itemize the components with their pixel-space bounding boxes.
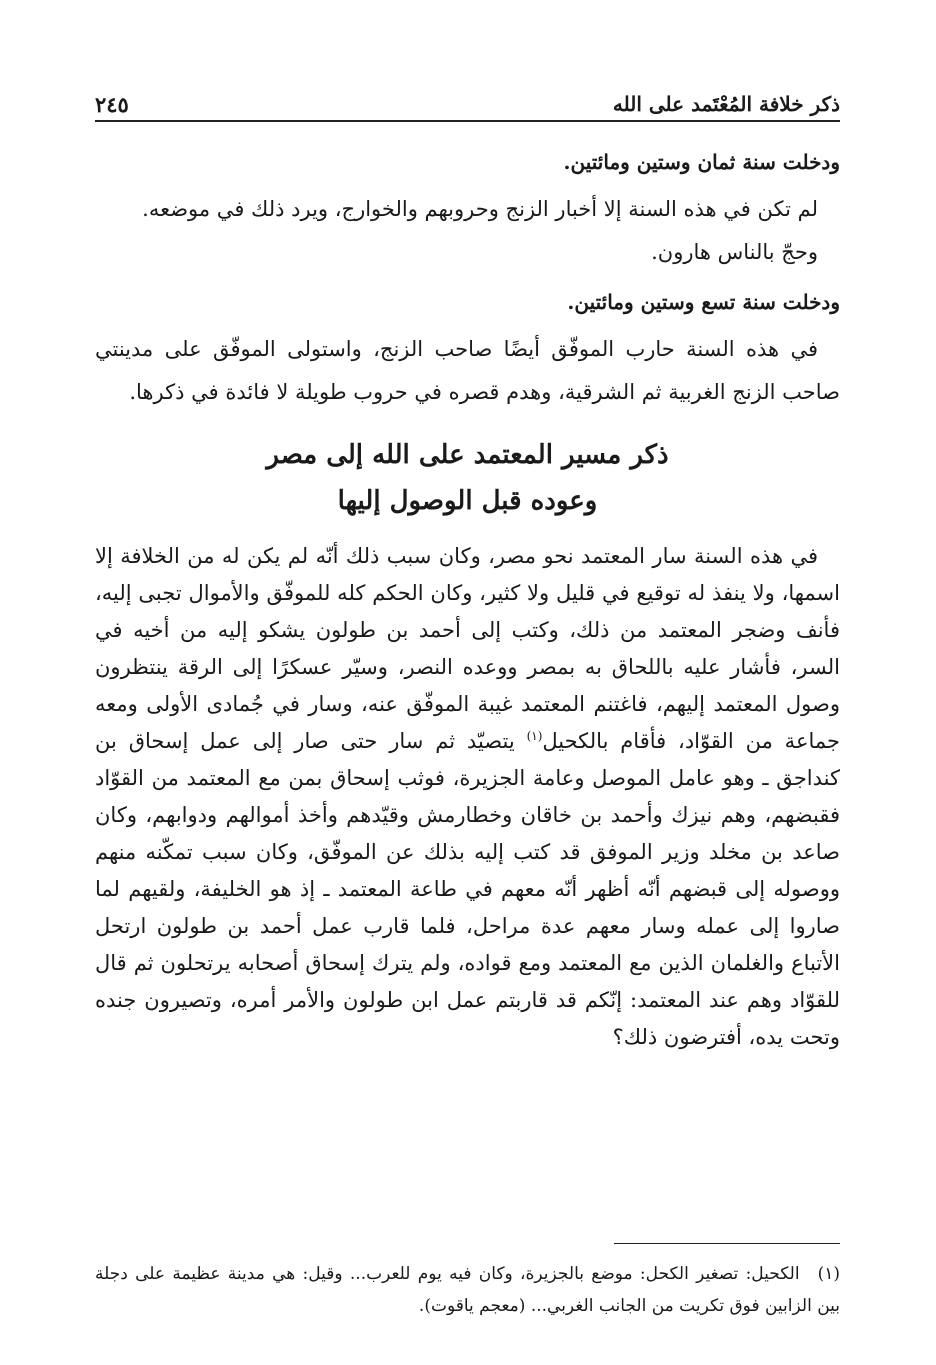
page-body xyxy=(95,142,840,1056)
footnote xyxy=(95,1258,840,1322)
year-heading-269: ودخلت سنة تسع وستين ومائتين. xyxy=(567,290,840,314)
section-title-line-1: ذكر مسير المعتمد على الله إلى مصر xyxy=(266,440,669,470)
section-text-part-1: في هذه السنة سار المعتمد نحو مصر، وكان سبب ذلك أنّه لم يكن له من الخلافة إلا اسمها، ولا ينفذ له توقيع في قليل ولا كثير، وكان الحكم كله للموفّق والأموال تجبى إليه، فأنف وضجر المعتمد من ذلك، وكتب إلى أحمد بن طولون يشكو إليه من أخيه في السر، فأشار عليه باللحاق به بمصر ووعده النصر، وسيّر عسكرًا إلى الرقة ينتظرون وصول المعتمد إليهم، فاغتنم المعتمد غيبة الموفّق عنه، وسار في جُمادى الأولى ومعه جماعة من القوّاد، فأقام بالكحيل xyxy=(95,544,840,753)
section-text-part-2: يتصيّد ثم سار حتى صار إلى عمل إسحاق بن كنداجق ـ وهو عامل الموصل وعامة الجزيرة، فوثب إسحاق بمن مع المعتمد من القوّاد فقبضهم، وهم نيزك وأحمد بن خاقان وخطارمش وقيّدهم وأخذ أموالهم ودوابهم، وكان صاعد بن مخلد وزير الموفق قد كتب إليه بذلك عن الموفّق، وكان سبب تمكّنه منهم ووصوله إلى قبضهم أنّه أظهر أنّه معهم في طاعة المعتمد ـ إذ هو الخليفة، ولقيهم لما صاروا إلى عمله وسار معهم عدة مراحل، فلما قارب عمل أحمد بن طولون ارتحل الأتباع والغلمان الذين مع المعتمد ومع قواده، ولم يترك إسحاق أصحابه يرتحلون ثم قال للقوّاد وهم عند المعتمد: إنّكم قد قاربتم عمل ابن طولون والأمر أمره، وتصيرون جنده وتحت يده، أفترضون ذلك؟ xyxy=(95,729,840,1049)
running-header xyxy=(95,88,840,122)
section-title xyxy=(95,432,840,524)
paragraph-269-events: في هذه السنة حارب الموفّق أيضًا صاحب الزنج، واستولى الموفّق على مدينتي صاحب الزنج الغربية ثم الشرقية، وهدم قصره في حروب طويلة لا فائدة في ذكرها. xyxy=(95,337,840,404)
paragraph-268-events: لم تكن في هذه السنة إلا أخبار الزنج وحروبهم والخوارج، ويرد ذلك في موضعه. xyxy=(142,197,818,221)
page-number: ٢٤٥ xyxy=(95,91,129,117)
section-paragraph xyxy=(95,538,840,1056)
paragraph-268-hajj: وحجّ بالناس هارون. xyxy=(651,240,818,264)
running-title: ذكر خلافة المُعْتَمد على الله xyxy=(612,92,840,116)
footnote-divider xyxy=(614,1243,840,1244)
section-title-line-2: وعوده قبل الوصول إليها xyxy=(337,486,598,516)
footnote-text: الكحيل: تصغير الكحل: موضع بالجزيرة، وكان فيه يوم للعرب... وقيل: هي مدينة عظيمة على دجلة بين الزابين فوق تكريت من الجانب الغربي... (معجم ياقوت). xyxy=(95,1264,840,1316)
year-heading-268: ودخلت سنة ثمان وستين ومائتين. xyxy=(563,150,840,174)
footnote-reference[interactable]: (١) xyxy=(526,729,543,743)
footnote-marker: (١) xyxy=(817,1264,840,1284)
